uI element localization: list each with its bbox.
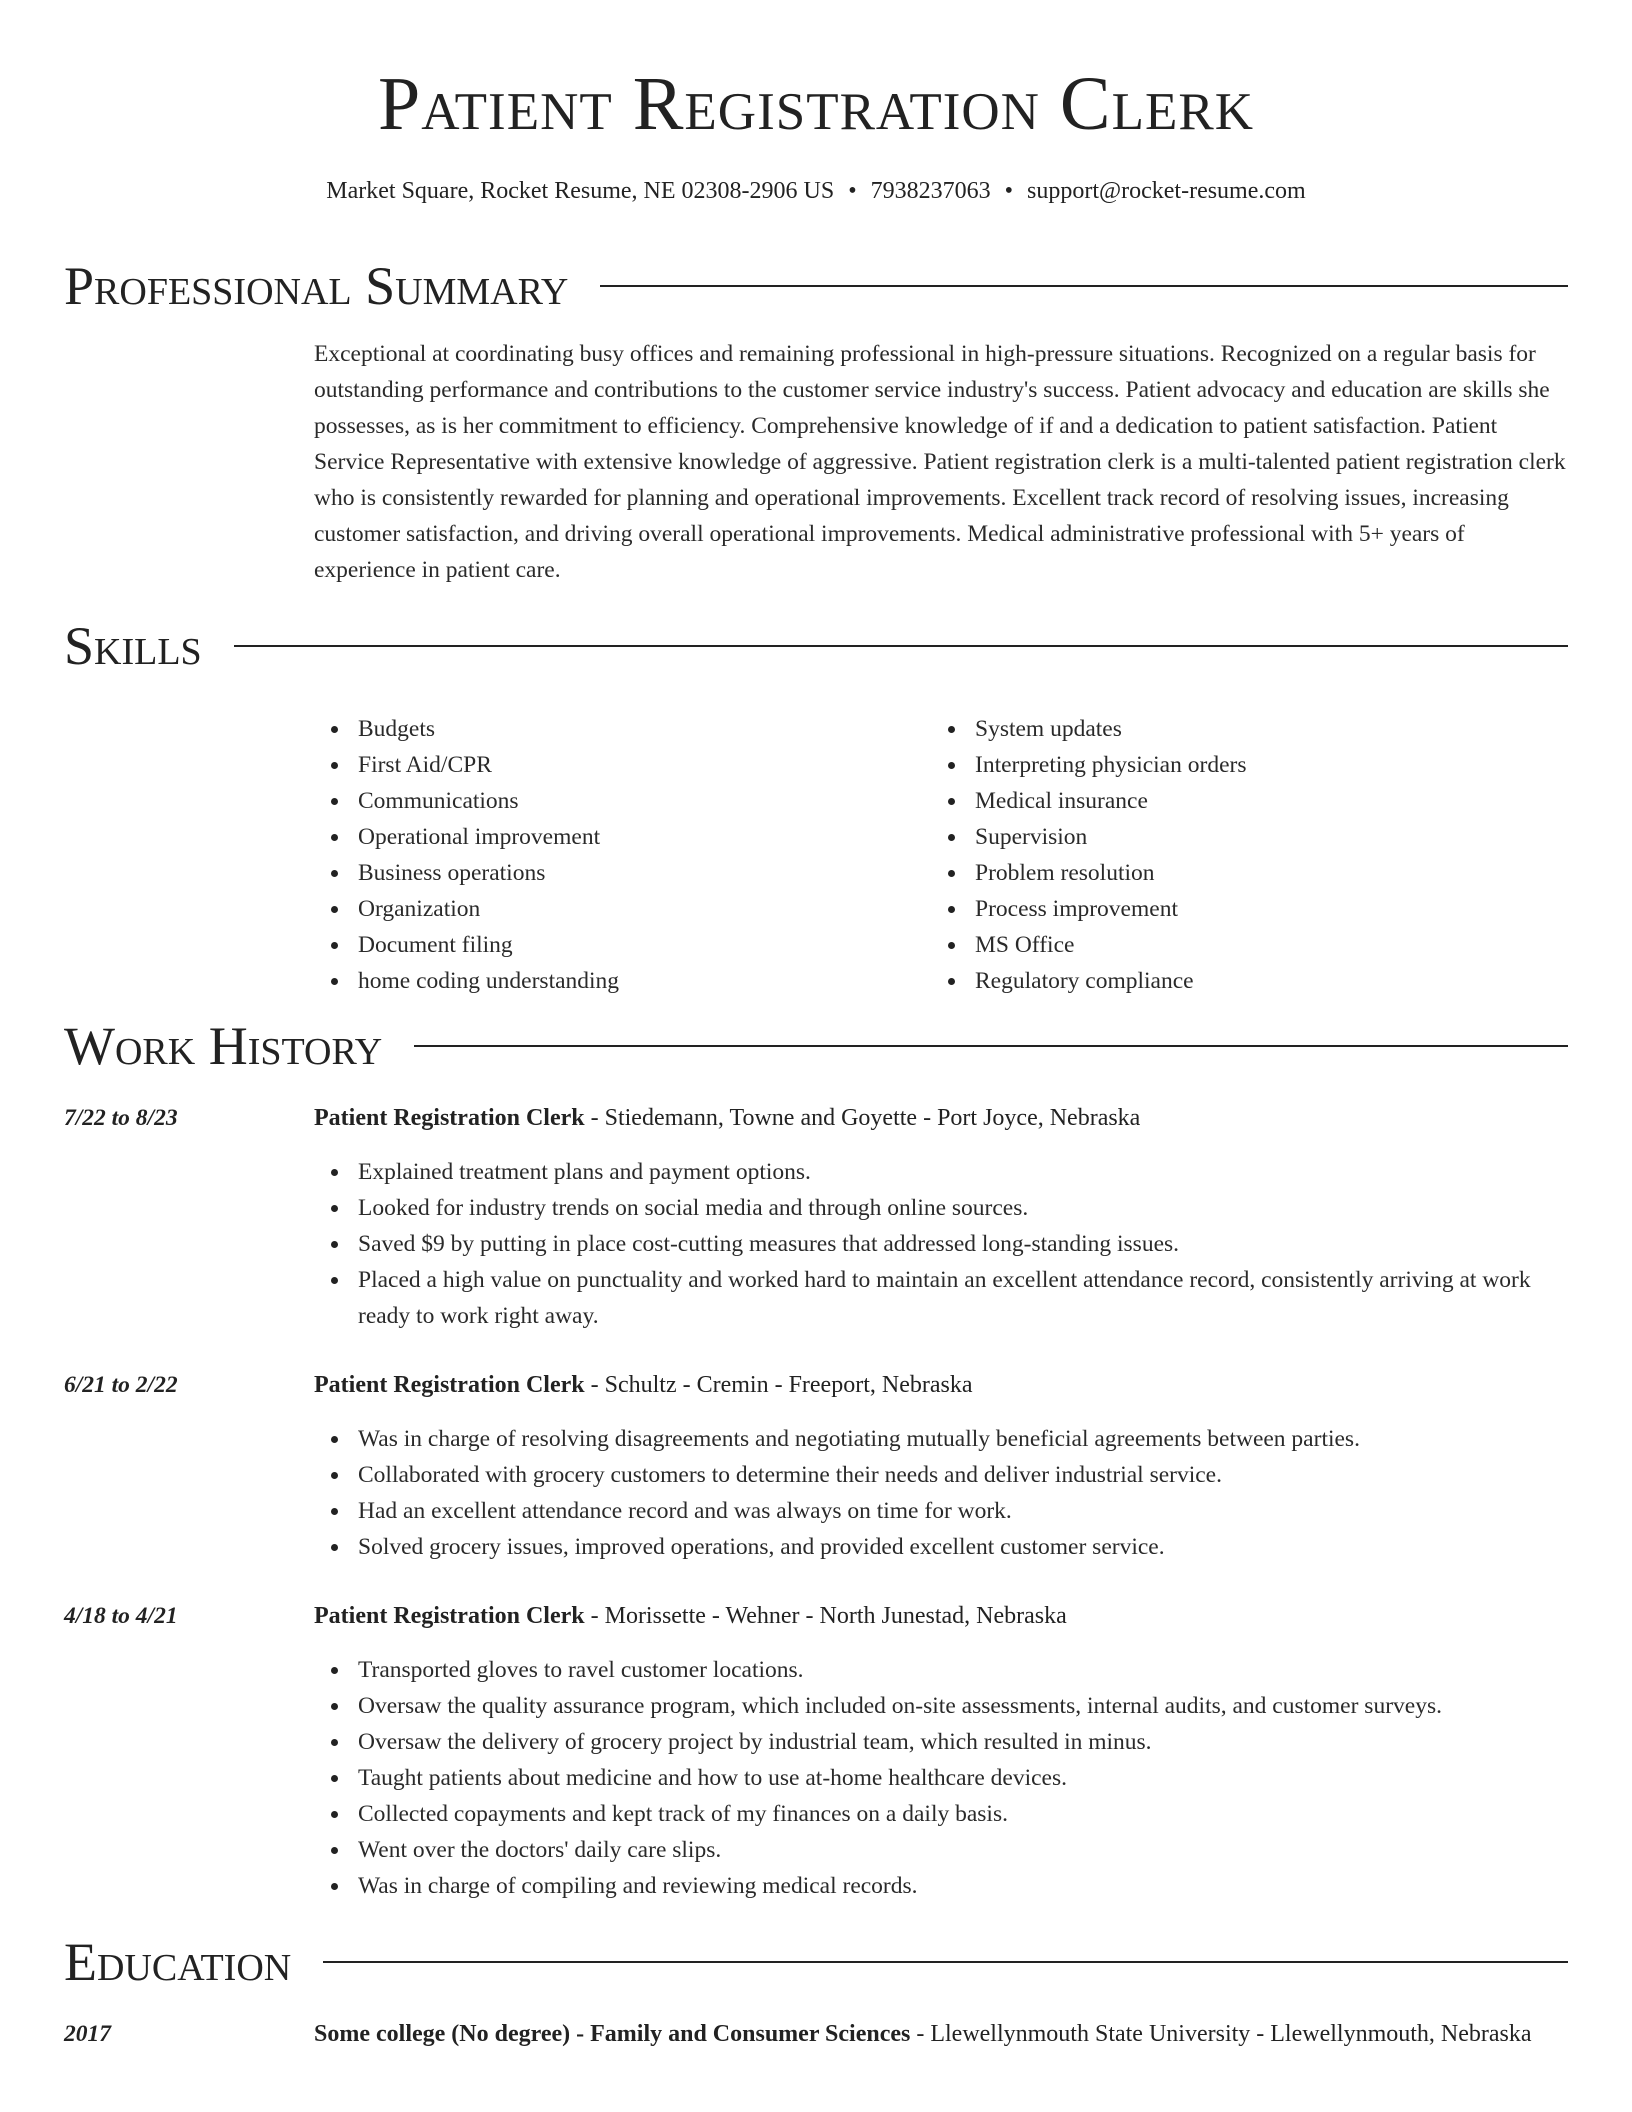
skill-item: Operational improvement bbox=[314, 819, 931, 855]
education-details: - Llewellynmouth State University - Llewellynmouth, Nebraska bbox=[910, 2021, 1532, 2047]
skill-item: Medical insurance bbox=[931, 783, 1548, 819]
skill-item: Document filing bbox=[314, 927, 931, 963]
education-heading bbox=[314, 2016, 1568, 2052]
job-dates: 6/21 to 2/22 bbox=[64, 1372, 178, 1398]
skill-item: home coding understanding bbox=[314, 963, 931, 999]
skill-item: Business operations bbox=[314, 855, 931, 891]
job-bullet: Went over the doctors' daily care slips. bbox=[314, 1832, 1568, 1868]
job-bullet: Collaborated with grocery customers to determine their needs and deliver industrial service. bbox=[314, 1457, 1568, 1493]
job-header bbox=[64, 1367, 1568, 1403]
section-divider bbox=[234, 645, 1568, 647]
skill-item: First Aid/CPR bbox=[314, 747, 931, 783]
job-dates: 4/18 to 4/21 bbox=[64, 1603, 178, 1629]
job-title: Patient Registration Clerk bbox=[314, 1603, 585, 1629]
summary-header bbox=[64, 256, 1568, 316]
contact-separator: • bbox=[848, 178, 857, 204]
job-bullet: Oversaw the delivery of grocery project by industrial team, which resulted in minus. bbox=[314, 1724, 1568, 1760]
job-details: - Schultz - Cremin - Freeport, Nebraska bbox=[584, 1372, 973, 1398]
skills-list-left bbox=[314, 711, 931, 999]
contact-address: Market Square, Rocket Resume, NE 02308-2906 US bbox=[326, 178, 835, 204]
section-divider bbox=[323, 1961, 1568, 1963]
section-divider bbox=[600, 285, 1568, 287]
skill-item: Organization bbox=[314, 891, 931, 927]
job-dates: 7/22 to 8/23 bbox=[64, 1105, 178, 1131]
skill-item: Budgets bbox=[314, 711, 931, 747]
job-bullet: Oversaw the quality assurance program, which included on-site assessments, internal audits, and customer surveys. bbox=[314, 1688, 1568, 1724]
section-title-summary: Professional Summary bbox=[64, 256, 569, 316]
skill-item: Supervision bbox=[931, 819, 1548, 855]
contact-phone: 7938237063 bbox=[870, 178, 991, 204]
job-bullet: Collected copayments and kept track of my finances on a daily basis. bbox=[314, 1796, 1568, 1832]
job-bullet: Transported gloves to ravel customer locations. bbox=[314, 1652, 1568, 1688]
job-entry bbox=[64, 1367, 1568, 1565]
skill-item: MS Office bbox=[931, 927, 1548, 963]
job-bullet: Placed a high value on punctuality and worked hard to maintain an excellent attendance record, consistently arriving at work ready to work right away. bbox=[314, 1262, 1568, 1334]
job-bullet: Saved $9 by putting in place cost-cutting measures that addressed long-standing issues. bbox=[314, 1226, 1568, 1262]
job-entry bbox=[64, 1598, 1568, 1904]
education-degree: Some college (No degree) - Family and Consumer Sciences bbox=[314, 2021, 911, 2047]
skill-item: System updates bbox=[931, 711, 1548, 747]
work-history-header bbox=[64, 1016, 1568, 1076]
job-bullet: Was in charge of resolving disagreements and negotiating mutually beneficial agreements between parties. bbox=[314, 1421, 1568, 1457]
skill-item: Process improvement bbox=[931, 891, 1548, 927]
section-title-education: Education bbox=[64, 1932, 292, 1992]
job-heading bbox=[314, 1598, 1568, 1634]
job-bullet: Had an excellent attendance record and was always on time for work. bbox=[314, 1493, 1568, 1529]
job-title: Patient Registration Clerk bbox=[314, 1105, 585, 1131]
job-title: Patient Registration Clerk bbox=[314, 1372, 585, 1398]
education-section bbox=[64, 1932, 1568, 1992]
candidate-name: Patient Registration Clerk bbox=[378, 62, 1254, 146]
job-heading bbox=[314, 1100, 1568, 1136]
job-entry bbox=[64, 1100, 1568, 1334]
education-entry bbox=[64, 2016, 1568, 2052]
job-bullets bbox=[314, 1154, 1568, 1334]
skill-item: Interpreting physician orders bbox=[931, 747, 1548, 783]
job-bullet: Was in charge of compiling and reviewing medical records. bbox=[314, 1868, 1568, 1904]
skills-list-right bbox=[931, 711, 1548, 999]
summary-text: Exceptional at coordinating busy offices and remaining professional in high-pressure situations. Recognized on a regular basis for outstanding performance and contributions to the customer service industry's success. Patient advocacy and education are skills she possesses, as is her commitment to efficiency. Comprehensive knowledge of if and a dedication to patient satisfaction. Patient Service Representative with extensive knowledge of aggressive. Patient registration clerk is a multi-talented patient registration clerk who is consistently rewarded for planning and operational improvements. Excellent track record of resolving issues, increasing customer satisfaction, and driving overall operational improvements. Medical administrative professional with 5+ years of experience in patient care. bbox=[314, 341, 1566, 583]
work-history-section bbox=[64, 1016, 1568, 1076]
section-divider bbox=[414, 1045, 1568, 1047]
skill-item: Communications bbox=[314, 783, 931, 819]
job-bullet: Taught patients about medicine and how to use at-home healthcare devices. bbox=[314, 1760, 1568, 1796]
education-row bbox=[64, 2016, 1568, 2052]
section-title-skills: Skills bbox=[64, 616, 202, 676]
contact-line bbox=[0, 176, 1632, 206]
skill-item: Regulatory compliance bbox=[931, 963, 1548, 999]
job-bullet: Explained treatment plans and payment options. bbox=[314, 1154, 1568, 1190]
skills-header bbox=[64, 616, 1568, 676]
job-header bbox=[64, 1100, 1568, 1136]
job-details: - Stiedemann, Towne and Goyette - Port Joyce, Nebraska bbox=[584, 1105, 1141, 1131]
contact-email: support@rocket-resume.com bbox=[1027, 178, 1306, 204]
skill-item: Problem resolution bbox=[931, 855, 1548, 891]
education-year: 2017 bbox=[64, 2021, 111, 2047]
job-header bbox=[64, 1598, 1568, 1634]
skills-section bbox=[64, 616, 1568, 999]
skills-columns bbox=[314, 711, 1568, 999]
job-bullets bbox=[314, 1652, 1568, 1904]
summary-section bbox=[64, 256, 1568, 588]
job-details: - Morissette - Wehner - North Junestad, Nebraska bbox=[584, 1603, 1067, 1629]
job-bullets bbox=[314, 1421, 1568, 1565]
education-header bbox=[64, 1932, 1568, 1992]
job-heading bbox=[314, 1367, 1568, 1403]
section-title-work-history: Work History bbox=[64, 1016, 383, 1076]
job-bullet: Looked for industry trends on social media and through online sources. bbox=[314, 1190, 1568, 1226]
job-bullet: Solved grocery issues, improved operations, and provided excellent customer service. bbox=[314, 1529, 1568, 1565]
contact-separator: • bbox=[1004, 178, 1014, 204]
